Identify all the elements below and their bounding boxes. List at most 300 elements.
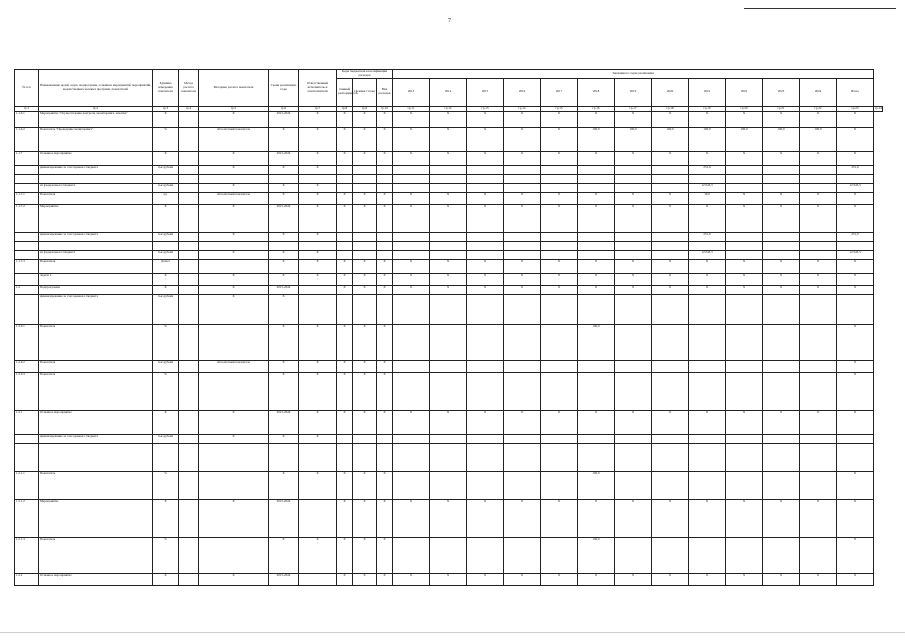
row-year-value: X <box>726 499 763 537</box>
row-year-value <box>467 250 504 259</box>
row-year-value <box>615 232 652 241</box>
row-year-value: X <box>800 192 837 204</box>
row-year-value: X <box>541 273 578 285</box>
row-period: X <box>269 165 299 174</box>
row-year-value <box>578 360 615 372</box>
row-year-value: X <box>689 273 726 285</box>
row-period: X <box>269 471 299 499</box>
row-period: X <box>269 434 299 443</box>
row-year-value <box>763 183 800 192</box>
row-unit: X <box>153 151 179 165</box>
column-number: гр.15 <box>541 106 578 111</box>
row-year-value: X <box>578 204 615 232</box>
row-name: финансирование за счет краевого бюджета <box>39 232 153 241</box>
row-year-value <box>430 324 467 360</box>
row-year-value: X <box>689 499 726 537</box>
header-year: 2016 <box>504 78 541 106</box>
row-year-value: X <box>726 192 763 204</box>
row-formula: X <box>199 111 269 127</box>
header-kbk-col: Целевая статья <box>353 78 377 106</box>
table-row <box>15 204 883 232</box>
row-year-value <box>726 360 763 372</box>
row-kbk-main <box>337 294 353 324</box>
row-name: Основное мероприятие <box>39 573 153 585</box>
row-year-value <box>393 537 430 573</box>
row-year-value <box>578 294 615 324</box>
row-method <box>179 443 199 471</box>
row-year-value: X <box>541 410 578 434</box>
row-year-value <box>615 372 652 410</box>
row-year-value <box>763 294 800 324</box>
table-row <box>15 471 883 499</box>
row-formula <box>199 471 269 499</box>
row-year-value <box>504 434 541 443</box>
row-year-value <box>578 232 615 241</box>
row-year-value: X <box>652 204 689 232</box>
row-kbk-type: X <box>377 111 393 127</box>
table-row <box>15 151 883 165</box>
row-year-value <box>393 250 430 259</box>
row-year-value: X <box>504 204 541 232</box>
row-year-value <box>467 241 504 250</box>
row-kbk-type: X <box>377 360 393 372</box>
row-period: X <box>269 324 299 360</box>
row-method <box>179 499 199 537</box>
column-number: гр.18 <box>652 106 689 111</box>
column-number: гр.19 <box>689 106 726 111</box>
row-period <box>269 241 299 250</box>
row-kbk-type: X <box>377 285 393 294</box>
row-year-value <box>763 537 800 573</box>
row-number <box>15 250 39 259</box>
row-number <box>15 443 39 471</box>
row-kbk-article: X <box>353 360 377 372</box>
row-number: 1.1.7.2 <box>15 204 39 232</box>
row-unit <box>153 443 179 471</box>
row-year-value: X <box>467 151 504 165</box>
row-kbk-main: X <box>337 537 353 573</box>
row-year-value <box>504 232 541 241</box>
row-method <box>179 174 199 183</box>
row-year-value <box>430 232 467 241</box>
row-name: Показатель <box>39 471 153 499</box>
row-method <box>179 537 199 573</box>
column-number: гр.10 <box>377 106 393 111</box>
header-name: Наименование целей, задач, подпрограмм, основных мероприятий, мероприятий, ведомственных целевых программ, показателей <box>39 70 153 107</box>
row-year-value: 12 043,3 <box>837 183 874 192</box>
row-year-value <box>430 241 467 250</box>
header-year: 2017 <box>541 78 578 106</box>
row-year-value <box>652 360 689 372</box>
row-number: 1.2.1 <box>15 410 39 434</box>
row-executor: X <box>299 410 337 434</box>
row-kbk-article <box>353 434 377 443</box>
row-year-value <box>467 232 504 241</box>
row-executor: X <box>299 127 337 151</box>
row-kbk-article <box>353 250 377 259</box>
row-year-value: X <box>800 111 837 127</box>
row-year-value: X <box>763 285 800 294</box>
row-method <box>179 360 199 372</box>
row-kbk-type: X <box>377 273 393 285</box>
row-year-value <box>763 241 800 250</box>
row-kbk-article <box>353 183 377 192</box>
row-formula: X <box>199 285 269 294</box>
row-period: 2015-2024 <box>269 573 299 585</box>
row-year-value: X <box>726 204 763 232</box>
row-number: 1.2.0.3 <box>15 372 39 410</box>
row-year-value <box>726 443 763 471</box>
column-number: гр.16 <box>578 106 615 111</box>
row-year-value: X <box>393 192 430 204</box>
row-year-value <box>800 360 837 372</box>
row-year-value <box>837 434 874 443</box>
row-year-value: X <box>615 192 652 204</box>
row-period: X <box>269 192 299 204</box>
row-year-value: X <box>393 499 430 537</box>
row-year-value <box>393 360 430 372</box>
row-year-value <box>615 165 652 174</box>
row-kbk-main: X <box>337 192 353 204</box>
row-year-value <box>615 174 652 183</box>
row-kbk-main <box>337 434 353 443</box>
row-method <box>179 410 199 434</box>
row-kbk-main: X <box>337 324 353 360</box>
row-year-value: X <box>430 259 467 273</box>
column-number: гр.24 <box>875 105 882 110</box>
row-year-value <box>763 443 800 471</box>
row-year-value <box>541 294 578 324</box>
row-year-value: X <box>652 285 689 294</box>
header-year: 2021 <box>689 78 726 106</box>
row-year-value <box>430 183 467 192</box>
row-kbk-type: X <box>377 537 393 573</box>
row-year-value <box>837 241 874 250</box>
row-kbk-main: X <box>337 127 353 151</box>
row-number: 1.1.7 <box>15 151 39 165</box>
row-formula: X <box>199 204 269 232</box>
row-kbk-main <box>337 443 353 471</box>
header-year: 2024 <box>800 78 837 106</box>
row-formula: Абсолютный показатель <box>199 192 269 204</box>
row-year-value: X <box>837 499 874 537</box>
row-year-value <box>652 183 689 192</box>
row-year-value <box>467 174 504 183</box>
row-kbk-type: X <box>377 372 393 410</box>
row-formula <box>199 443 269 471</box>
row-executor: X <box>299 192 337 204</box>
row-year-value: X <box>837 285 874 294</box>
row-year-value: X <box>800 204 837 232</box>
row-year-value: X <box>726 410 763 434</box>
header-year: 2022 <box>726 78 763 106</box>
row-number <box>15 232 39 241</box>
row-year-value <box>467 165 504 174</box>
row-name: Показатель <box>39 537 153 573</box>
row-year-value <box>800 232 837 241</box>
row-year-value <box>726 183 763 192</box>
table-row <box>15 372 883 410</box>
row-year-value: X <box>615 499 652 537</box>
row-kbk-type <box>377 434 393 443</box>
row-year-value <box>652 294 689 324</box>
table-row <box>15 232 883 241</box>
row-year-value: 100,0 <box>615 127 652 151</box>
row-year-value <box>467 324 504 360</box>
row-year-value <box>393 443 430 471</box>
row-year-value: 100,0 <box>578 324 615 360</box>
row-name: Задача 2 <box>39 273 153 285</box>
row-year-value: X <box>726 573 763 585</box>
row-year-value <box>837 443 874 471</box>
row-year-value <box>652 537 689 573</box>
row-year-value: X <box>800 285 837 294</box>
row-method <box>179 241 199 250</box>
row-unit: X <box>153 499 179 537</box>
row-year-value: X <box>430 204 467 232</box>
row-year-value <box>541 174 578 183</box>
row-year-value <box>541 324 578 360</box>
row-year-value: X <box>763 151 800 165</box>
row-formula: X <box>199 410 269 434</box>
table-row <box>15 285 883 294</box>
row-year-value: X <box>726 259 763 273</box>
row-kbk-main: X <box>337 372 353 410</box>
row-year-value <box>615 537 652 573</box>
header-formula: Методика расчета показателя <box>199 70 269 107</box>
row-kbk-type: X <box>377 410 393 434</box>
top-rule <box>744 8 896 9</box>
row-year-value <box>430 165 467 174</box>
table-row <box>15 537 883 573</box>
column-number: гр.9 <box>353 106 377 111</box>
row-year-value: X <box>837 273 874 285</box>
row-year-value: X <box>763 192 800 204</box>
row-year-value <box>726 294 763 324</box>
row-formula: X <box>199 499 269 537</box>
row-year-value <box>467 360 504 372</box>
row-year-value <box>504 294 541 324</box>
row-year-value: X <box>430 499 467 537</box>
row-kbk-type <box>377 165 393 174</box>
row-year-value: X <box>800 151 837 165</box>
row-year-value: X <box>578 273 615 285</box>
row-unit: X <box>153 273 179 285</box>
row-year-value <box>763 360 800 372</box>
row-year-value: X <box>652 273 689 285</box>
row-year-value: X <box>652 259 689 273</box>
row-year-value <box>393 434 430 443</box>
row-year-value <box>541 443 578 471</box>
row-name: Основное мероприятие <box>39 151 153 165</box>
row-year-value <box>578 250 615 259</box>
row-kbk-article: X <box>353 573 377 585</box>
row-unit: тыс.рублей <box>153 165 179 174</box>
row-kbk-type <box>377 443 393 471</box>
row-year-value: X <box>467 204 504 232</box>
row-year-value: X <box>837 573 874 585</box>
column-number: гр.5 <box>199 106 269 111</box>
row-year-value: X <box>837 111 874 127</box>
row-period: X <box>269 127 299 151</box>
row-year-value <box>652 443 689 471</box>
header-kbk-col: главный распорядитель <box>337 78 353 106</box>
row-year-value: X <box>837 360 874 372</box>
column-number: гр.11 <box>393 106 430 111</box>
header-year: 2014 <box>430 78 467 106</box>
row-year-value: X <box>467 499 504 537</box>
row-method <box>179 471 199 499</box>
column-number: гр.4 <box>179 106 199 111</box>
row-period: X <box>269 537 299 573</box>
row-year-value <box>726 241 763 250</box>
row-unit: X <box>153 410 179 434</box>
row-year-value <box>615 471 652 499</box>
row-year-value: 12 043,3 <box>689 183 726 192</box>
row-period <box>269 174 299 183</box>
row-year-value <box>578 443 615 471</box>
row-period: X <box>269 273 299 285</box>
row-kbk-article: X <box>353 204 377 232</box>
row-year-value <box>726 471 763 499</box>
row-year-value <box>430 471 467 499</box>
row-year-value <box>689 434 726 443</box>
row-year-value: X <box>393 259 430 273</box>
row-year-value: X <box>615 573 652 585</box>
column-number: гр.21 <box>763 106 800 111</box>
row-method <box>179 372 199 410</box>
row-number: 1.1.6.1 <box>15 111 39 127</box>
program-table-wrapper <box>14 69 883 586</box>
row-executor: X <box>299 250 337 259</box>
table-row <box>15 241 883 250</box>
row-kbk-main: X <box>337 285 353 294</box>
row-period: X <box>269 232 299 241</box>
header-num: № п/п <box>15 70 39 107</box>
row-year-value <box>615 434 652 443</box>
row-year-value <box>763 434 800 443</box>
row-year-value: X <box>652 573 689 585</box>
row-kbk-main: X <box>337 471 353 499</box>
table-row <box>15 573 883 585</box>
row-year-value <box>467 294 504 324</box>
row-year-value: X <box>467 285 504 294</box>
row-unit <box>153 174 179 183</box>
row-method <box>179 204 199 232</box>
row-year-value: 100,0 <box>689 127 726 151</box>
row-year-value <box>504 250 541 259</box>
row-number: 1.2.1.1 <box>15 471 39 499</box>
row-year-value <box>393 372 430 410</box>
row-year-value: X <box>393 111 430 127</box>
row-formula <box>199 537 269 573</box>
row-executor: X <box>299 259 337 273</box>
row-number <box>15 165 39 174</box>
row-year-value: X <box>615 273 652 285</box>
row-year-value: X <box>504 573 541 585</box>
row-name: Мероприятие "Осуществление контроля, мониторинга, анализа" <box>39 111 153 127</box>
program-table <box>14 69 883 586</box>
row-year-value <box>578 165 615 174</box>
row-executor <box>299 499 337 537</box>
row-year-value: X <box>578 573 615 585</box>
row-year-value <box>689 174 726 183</box>
row-unit: ед. <box>153 192 179 204</box>
row-method <box>179 573 199 585</box>
row-year-value: X <box>430 285 467 294</box>
table-row <box>15 259 883 273</box>
row-name: финансирование за счет краевого бюджета <box>39 434 153 443</box>
row-year-value: X <box>837 151 874 165</box>
row-unit: тыс.рублей <box>153 434 179 443</box>
row-year-value: X <box>726 285 763 294</box>
row-year-value <box>800 434 837 443</box>
row-year-value: X <box>763 273 800 285</box>
row-kbk-type <box>377 183 393 192</box>
column-number: гр.23 <box>837 106 874 111</box>
row-unit: X <box>153 573 179 585</box>
row-year-value: X <box>837 324 874 360</box>
row-kbk-type <box>377 294 393 324</box>
row-number: 1.2.0.1 <box>15 324 39 360</box>
row-formula <box>199 241 269 250</box>
row-year-value: X <box>763 111 800 127</box>
row-name: Показатель <box>39 192 153 204</box>
row-unit: тыс.рублей <box>153 232 179 241</box>
row-executor: X <box>299 204 337 232</box>
row-kbk-main <box>337 174 353 183</box>
row-number <box>15 273 39 285</box>
row-kbk-type: X <box>377 573 393 585</box>
row-year-value: X <box>837 410 874 434</box>
row-method <box>179 250 199 259</box>
row-year-value: X <box>578 499 615 537</box>
row-unit: X <box>153 111 179 127</box>
row-year-value: X <box>504 151 541 165</box>
row-year-value <box>689 294 726 324</box>
row-year-value <box>578 434 615 443</box>
row-year-value: X <box>578 285 615 294</box>
row-year-value: X <box>504 499 541 537</box>
column-number: гр.3 <box>153 106 179 111</box>
row-year-value <box>393 174 430 183</box>
row-year-value <box>800 294 837 324</box>
row-kbk-article <box>353 443 377 471</box>
row-kbk-type <box>377 250 393 259</box>
header-year: 2013 <box>393 78 430 106</box>
row-formula: X <box>199 250 269 259</box>
row-kbk-main <box>337 250 353 259</box>
row-year-value <box>541 241 578 250</box>
row-year-value <box>393 232 430 241</box>
row-unit: X <box>153 285 179 294</box>
row-year-value <box>726 434 763 443</box>
row-year-value <box>504 174 541 183</box>
row-year-value <box>504 537 541 573</box>
row-year-value: X <box>689 204 726 232</box>
row-method <box>179 434 199 443</box>
row-executor: X <box>299 372 337 410</box>
row-year-value <box>652 434 689 443</box>
row-year-value <box>652 250 689 259</box>
row-unit: % <box>153 324 179 360</box>
row-year-value <box>800 471 837 499</box>
row-year-value <box>430 537 467 573</box>
row-year-value <box>800 443 837 471</box>
row-year-value <box>541 250 578 259</box>
row-year-value <box>726 324 763 360</box>
row-year-value: X <box>578 259 615 273</box>
